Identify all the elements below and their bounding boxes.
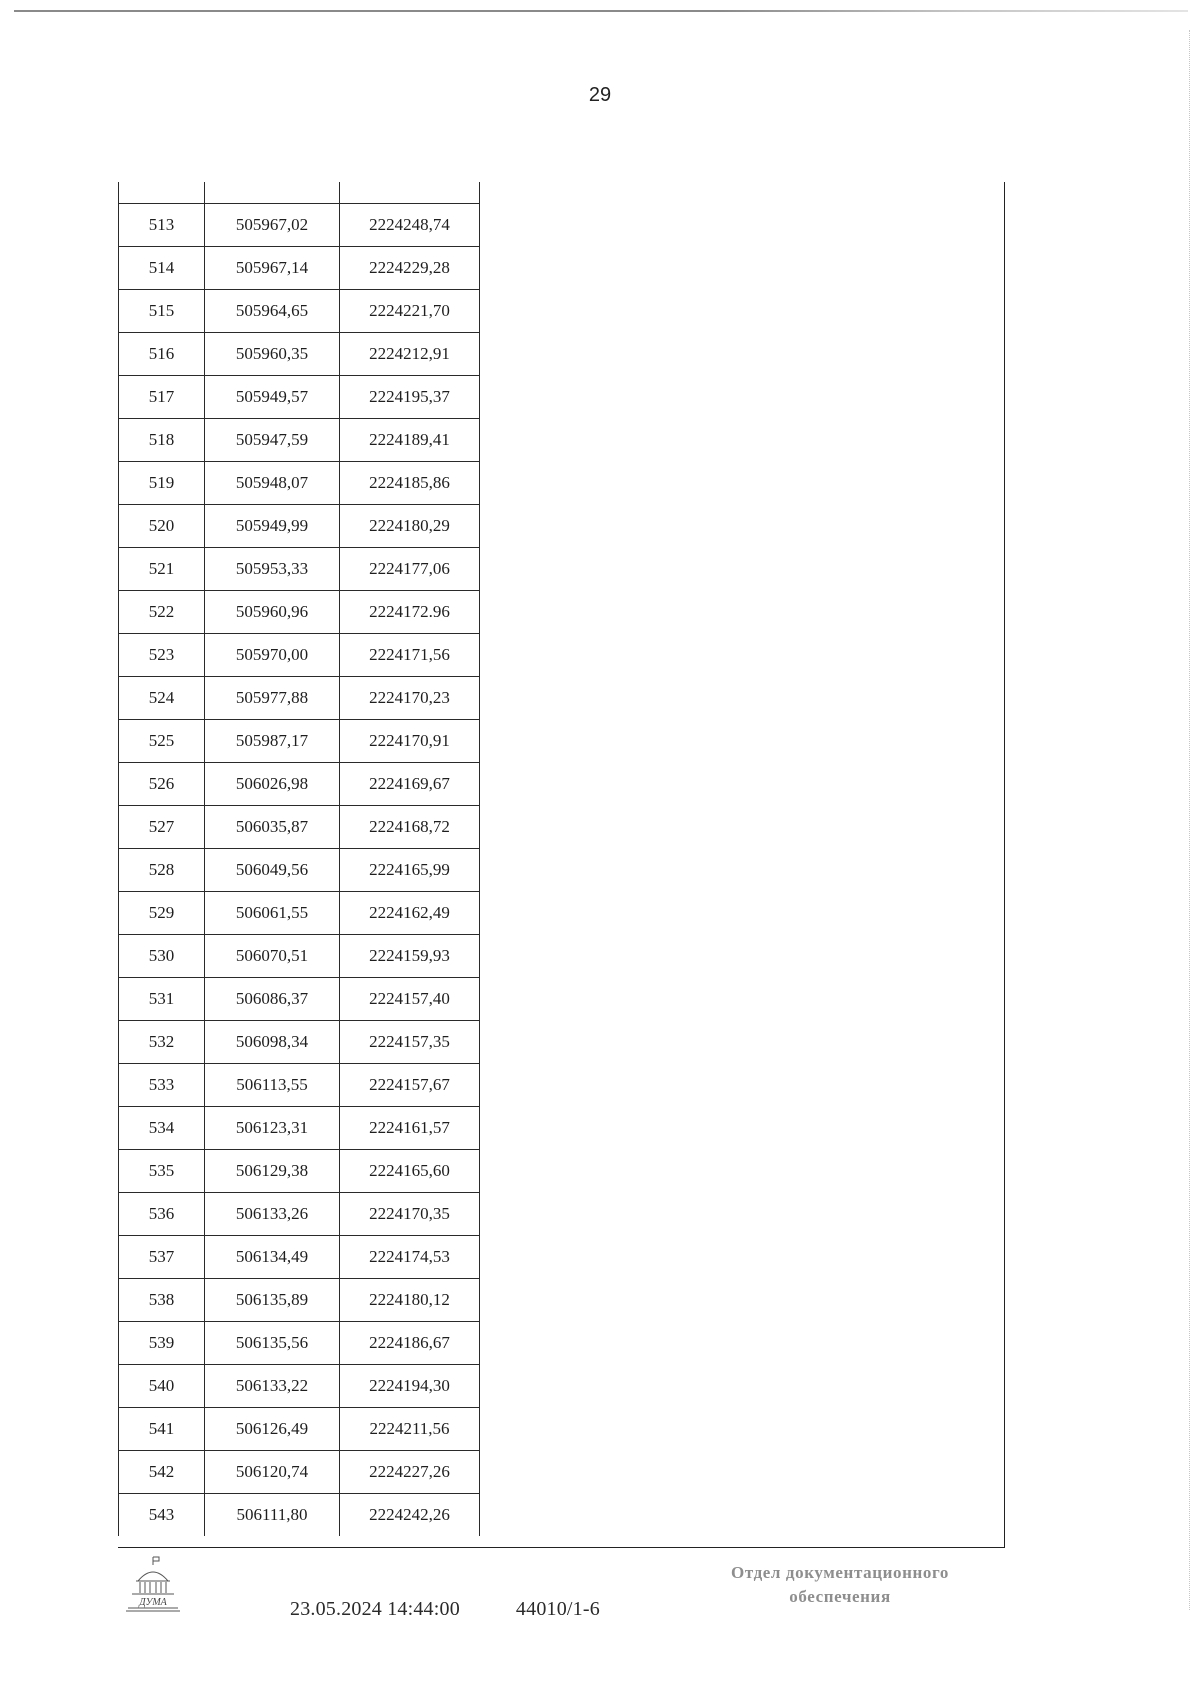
table-row [119, 720, 480, 763]
point-number-cell: 517 [119, 376, 205, 419]
point-number-cell: 539 [119, 1322, 205, 1365]
y-coordinate-cell: 2224186,67 [340, 1322, 480, 1365]
point-number-cell: 522 [119, 591, 205, 634]
y-coordinate-cell: 2224170,23 [340, 677, 480, 720]
x-coordinate-cell: 506049,56 [205, 849, 340, 892]
table-row [119, 1322, 480, 1365]
registration-stamp [290, 1598, 600, 1621]
x-coordinate-cell: 506086,37 [205, 978, 340, 1021]
point-number-cell: 518 [119, 419, 205, 462]
x-coordinate-cell: 506070,51 [205, 935, 340, 978]
department-stamp [690, 1561, 990, 1609]
table-row [119, 978, 480, 1021]
table-row [119, 935, 480, 978]
x-coordinate-cell: 505987,17 [205, 720, 340, 763]
table-row [119, 290, 480, 333]
x-coordinate-cell: 506135,56 [205, 1322, 340, 1365]
y-coordinate-cell: 2224185,86 [340, 462, 480, 505]
table-row [119, 505, 480, 548]
table-row [119, 1408, 480, 1451]
x-coordinate-cell: 505967,14 [205, 247, 340, 290]
y-coordinate-cell: 2224212,91 [340, 333, 480, 376]
y-coordinate-cell: 2224165,60 [340, 1150, 480, 1193]
y-coordinate-cell: 2224157,67 [340, 1064, 480, 1107]
table-row [119, 1021, 480, 1064]
table-row [119, 1236, 480, 1279]
x-coordinate-cell: 505949,57 [205, 376, 340, 419]
y-coordinate-cell: 2224221,70 [340, 290, 480, 333]
x-coordinate-cell: 506113,55 [205, 1064, 340, 1107]
point-number-cell: 541 [119, 1408, 205, 1451]
table-cell [119, 182, 205, 204]
y-coordinate-cell: 2224177,06 [340, 548, 480, 591]
point-number-cell: 538 [119, 1279, 205, 1322]
x-coordinate-cell: 505947,59 [205, 419, 340, 462]
table-row [119, 376, 480, 419]
y-coordinate-cell: 2224161,57 [340, 1107, 480, 1150]
y-coordinate-cell: 2224211,56 [340, 1408, 480, 1451]
table-row [119, 591, 480, 634]
stamp-datetime: 23.05.2024 14:44:00 [290, 1598, 460, 1620]
point-number-cell: 519 [119, 462, 205, 505]
table-row [119, 1494, 480, 1537]
table-row [119, 247, 480, 290]
x-coordinate-cell: 506129,38 [205, 1150, 340, 1193]
table-row [119, 548, 480, 591]
point-number-cell: 542 [119, 1451, 205, 1494]
point-number-cell: 536 [119, 1193, 205, 1236]
y-coordinate-cell: 2224174,53 [340, 1236, 480, 1279]
x-coordinate-cell: 505960,96 [205, 591, 340, 634]
point-number-cell: 529 [119, 892, 205, 935]
table-row [119, 1064, 480, 1107]
y-coordinate-cell: 2224171,56 [340, 634, 480, 677]
x-coordinate-cell: 506123,31 [205, 1107, 340, 1150]
page-frame [118, 182, 1005, 1548]
table-row [119, 677, 480, 720]
table-row [119, 1107, 480, 1150]
point-number-cell: 521 [119, 548, 205, 591]
x-coordinate-cell: 506133,26 [205, 1193, 340, 1236]
y-coordinate-cell: 2224172.96 [340, 591, 480, 634]
x-coordinate-cell: 505949,99 [205, 505, 340, 548]
frame-bottom-border [118, 1547, 1005, 1548]
x-coordinate-cell: 506134,49 [205, 1236, 340, 1279]
x-coordinate-cell: 505953,33 [205, 548, 340, 591]
y-coordinate-cell: 2224248,74 [340, 204, 480, 247]
table-continuation-row [119, 182, 480, 204]
table-row [119, 763, 480, 806]
point-number-cell: 516 [119, 333, 205, 376]
x-coordinate-cell: 505970,00 [205, 634, 340, 677]
table-row [119, 1279, 480, 1322]
logo-text: ДУМА [139, 1597, 167, 1608]
table-row [119, 1193, 480, 1236]
duma-logo-icon [124, 1555, 182, 1615]
point-number-cell: 520 [119, 505, 205, 548]
y-coordinate-cell: 2224157,40 [340, 978, 480, 1021]
y-coordinate-cell: 2224180,29 [340, 505, 480, 548]
y-coordinate-cell: 2224229,28 [340, 247, 480, 290]
point-number-cell: 530 [119, 935, 205, 978]
coordinates-table [118, 182, 480, 1536]
department-line-2: обеспечения [789, 1587, 891, 1606]
y-coordinate-cell: 2224180,12 [340, 1279, 480, 1322]
y-coordinate-cell: 2224162,49 [340, 892, 480, 935]
y-coordinate-cell: 2224242,26 [340, 1494, 480, 1537]
point-number-cell: 513 [119, 204, 205, 247]
table-row [119, 419, 480, 462]
point-number-cell: 526 [119, 763, 205, 806]
table-row [119, 204, 480, 247]
y-coordinate-cell: 2224168,72 [340, 806, 480, 849]
x-coordinate-cell: 506126,49 [205, 1408, 340, 1451]
point-number-cell: 534 [119, 1107, 205, 1150]
point-number-cell: 514 [119, 247, 205, 290]
table-row [119, 1365, 480, 1408]
table-row [119, 1150, 480, 1193]
point-number-cell: 531 [119, 978, 205, 1021]
x-coordinate-cell: 506026,98 [205, 763, 340, 806]
table-cell [205, 182, 340, 204]
point-number-cell: 525 [119, 720, 205, 763]
table-row [119, 806, 480, 849]
table-row [119, 634, 480, 677]
coordinates-table-body [119, 182, 480, 1536]
y-coordinate-cell: 2224227,26 [340, 1451, 480, 1494]
y-coordinate-cell: 2224165,99 [340, 849, 480, 892]
x-coordinate-cell: 506133,22 [205, 1365, 340, 1408]
point-number-cell: 524 [119, 677, 205, 720]
table-row [119, 849, 480, 892]
y-coordinate-cell: 2224195,37 [340, 376, 480, 419]
x-coordinate-cell: 506120,74 [205, 1451, 340, 1494]
department-line-1: Отдел документационного [731, 1563, 949, 1582]
y-coordinate-cell: 2224169,67 [340, 763, 480, 806]
scan-top-rule [14, 10, 1188, 12]
y-coordinate-cell: 2224170,91 [340, 720, 480, 763]
x-coordinate-cell: 505964,65 [205, 290, 340, 333]
point-number-cell: 527 [119, 806, 205, 849]
point-number-cell: 532 [119, 1021, 205, 1064]
point-number-cell: 535 [119, 1150, 205, 1193]
y-coordinate-cell: 2224189,41 [340, 419, 480, 462]
point-number-cell: 523 [119, 634, 205, 677]
x-coordinate-cell: 505977,88 [205, 677, 340, 720]
x-coordinate-cell: 506035,87 [205, 806, 340, 849]
x-coordinate-cell: 506135,89 [205, 1279, 340, 1322]
table-cell [340, 182, 480, 204]
x-coordinate-cell: 506111,80 [205, 1494, 340, 1537]
table-row [119, 1451, 480, 1494]
x-coordinate-cell: 506061,55 [205, 892, 340, 935]
table-row [119, 333, 480, 376]
point-number-cell: 543 [119, 1494, 205, 1537]
y-coordinate-cell: 2224194,30 [340, 1365, 480, 1408]
x-coordinate-cell: 505967,02 [205, 204, 340, 247]
x-coordinate-cell: 505948,07 [205, 462, 340, 505]
y-coordinate-cell: 2224159,93 [340, 935, 480, 978]
point-number-cell: 515 [119, 290, 205, 333]
stamp-code: 44010/1-6 [515, 1598, 600, 1620]
y-coordinate-cell: 2224170,35 [340, 1193, 480, 1236]
point-number-cell: 537 [119, 1236, 205, 1279]
point-number-cell: 540 [119, 1365, 205, 1408]
table-row [119, 892, 480, 935]
point-number-cell: 528 [119, 849, 205, 892]
point-number-cell: 533 [119, 1064, 205, 1107]
table-row [119, 462, 480, 505]
x-coordinate-cell: 506098,34 [205, 1021, 340, 1064]
y-coordinate-cell: 2224157,35 [340, 1021, 480, 1064]
page-number: 29 [588, 84, 612, 106]
x-coordinate-cell: 505960,35 [205, 333, 340, 376]
scan-right-edge [1189, 30, 1192, 1610]
frame-right-border [1004, 182, 1005, 1548]
